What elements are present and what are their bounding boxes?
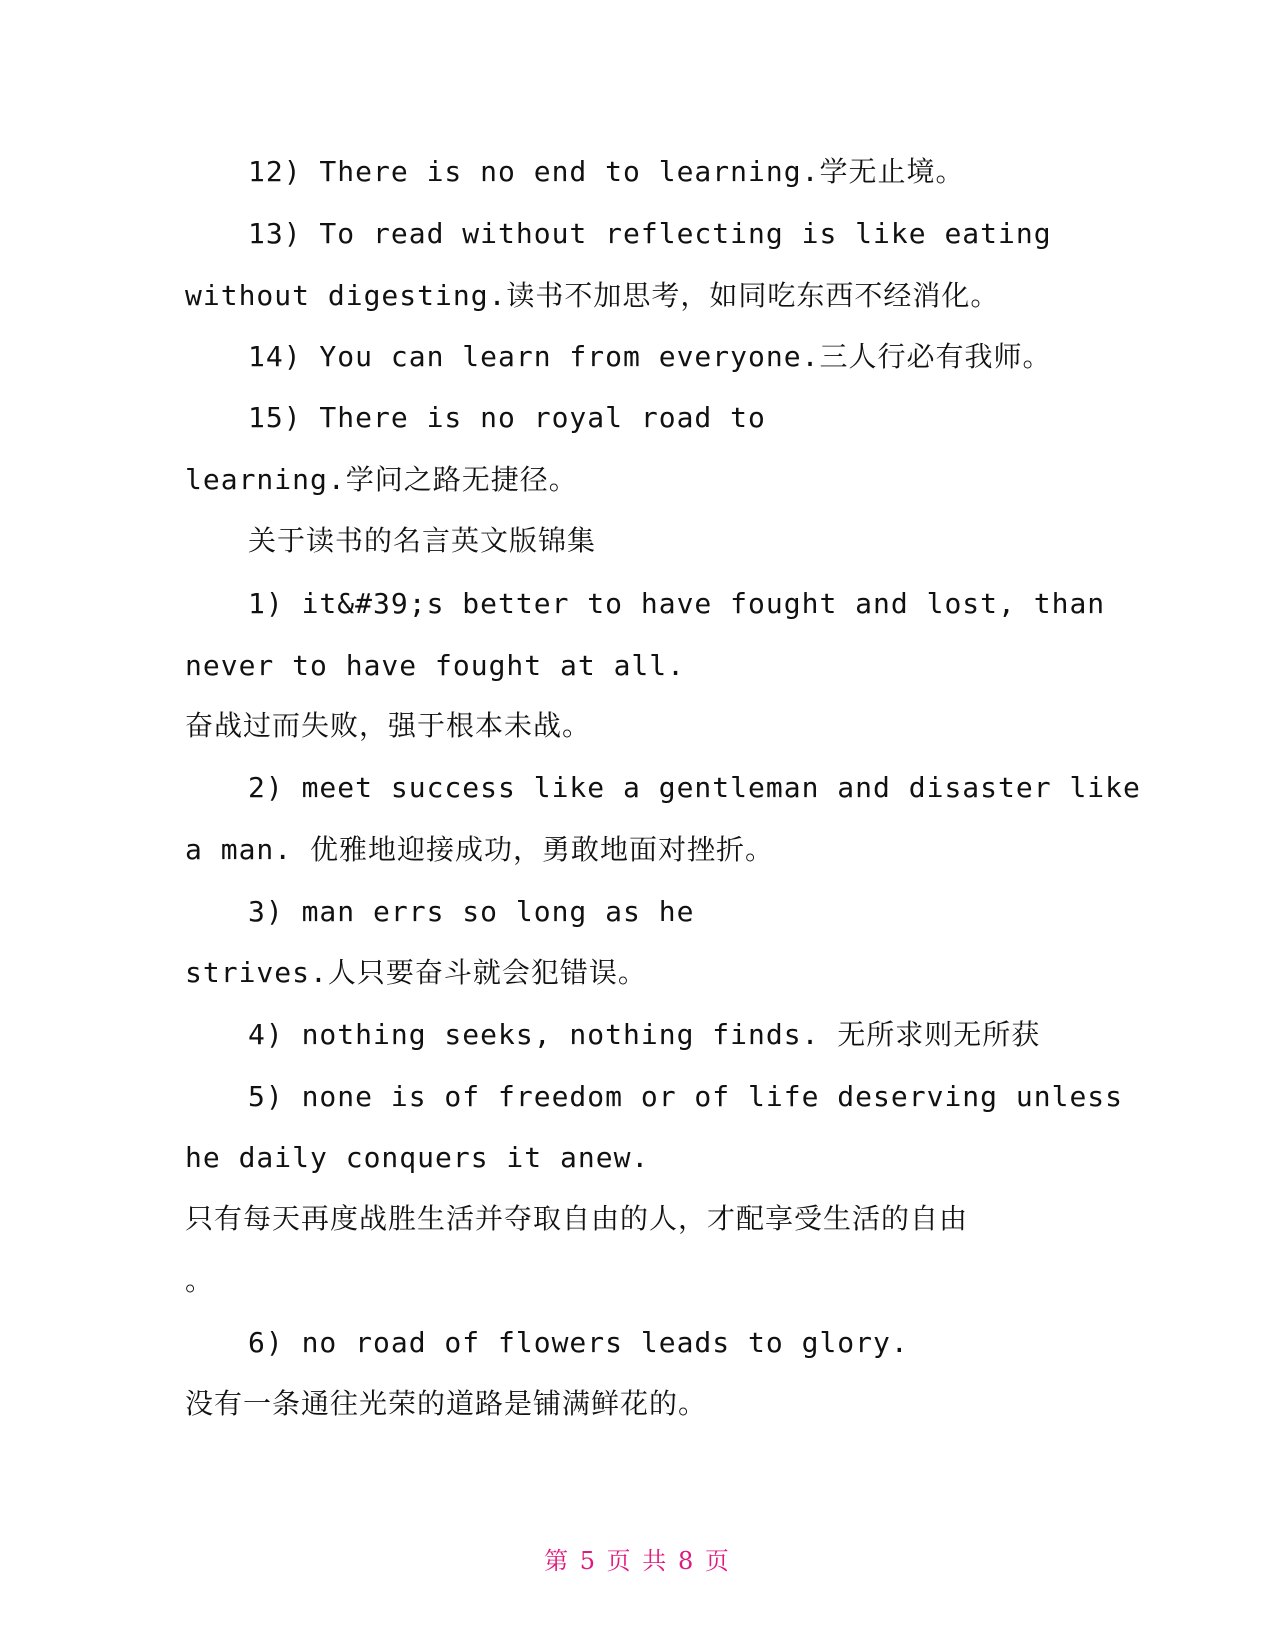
text-line: 4) nothing seeks, nothing finds. 无所求则无所获 — [248, 1018, 1041, 1051]
section-heading: 关于读书的名言英文版锦集 — [248, 524, 597, 557]
page-number-footer: 第 5 页 共 8 页 — [544, 1547, 731, 1575]
text-line: 1) it&#39;s better to have fought and lost, than — [248, 587, 1106, 620]
text-line: learning.学问之路无捷径。 — [185, 463, 578, 496]
text-line: 只有每天再度战胜生活并夺取自由的人，才配享受生活的自由 — [185, 1202, 969, 1235]
text-line: never to have fought at all. — [185, 649, 686, 682]
text-line: 奋战过而失败，强于根本未战。 — [185, 709, 592, 742]
text-line: a man. 优雅地迎接成功，勇敢地面对挫折。 — [185, 833, 775, 866]
text-line: 5) none is of freedom or of life deserving unless — [248, 1080, 1124, 1113]
text-line: 14) You can learn from everyone.三人行必有我师。 — [248, 340, 1052, 373]
text-line: without digesting.读书不加思考，如同吃东西不经消化。 — [185, 279, 1000, 312]
text-line: 6) no road of flowers leads to glory. — [248, 1326, 909, 1359]
text-line: 2) meet success like a gentleman and disaster like — [248, 771, 1141, 804]
text-line: he daily conquers it anew. — [185, 1141, 650, 1174]
text-line: strives.人只要奋斗就会犯错误。 — [185, 956, 647, 989]
text-line: 15) There is no royal road to — [248, 401, 766, 434]
text-line: 3) man errs so long as he — [248, 895, 695, 928]
text-line: 。 — [185, 1264, 215, 1297]
text-line: 13) To read without reflecting is like eating — [248, 217, 1052, 250]
text-line: 12) There is no end to learning.学无止境。 — [248, 155, 965, 188]
text-line: 没有一条通往光荣的道路是铺满鲜花的。 — [185, 1387, 708, 1420]
